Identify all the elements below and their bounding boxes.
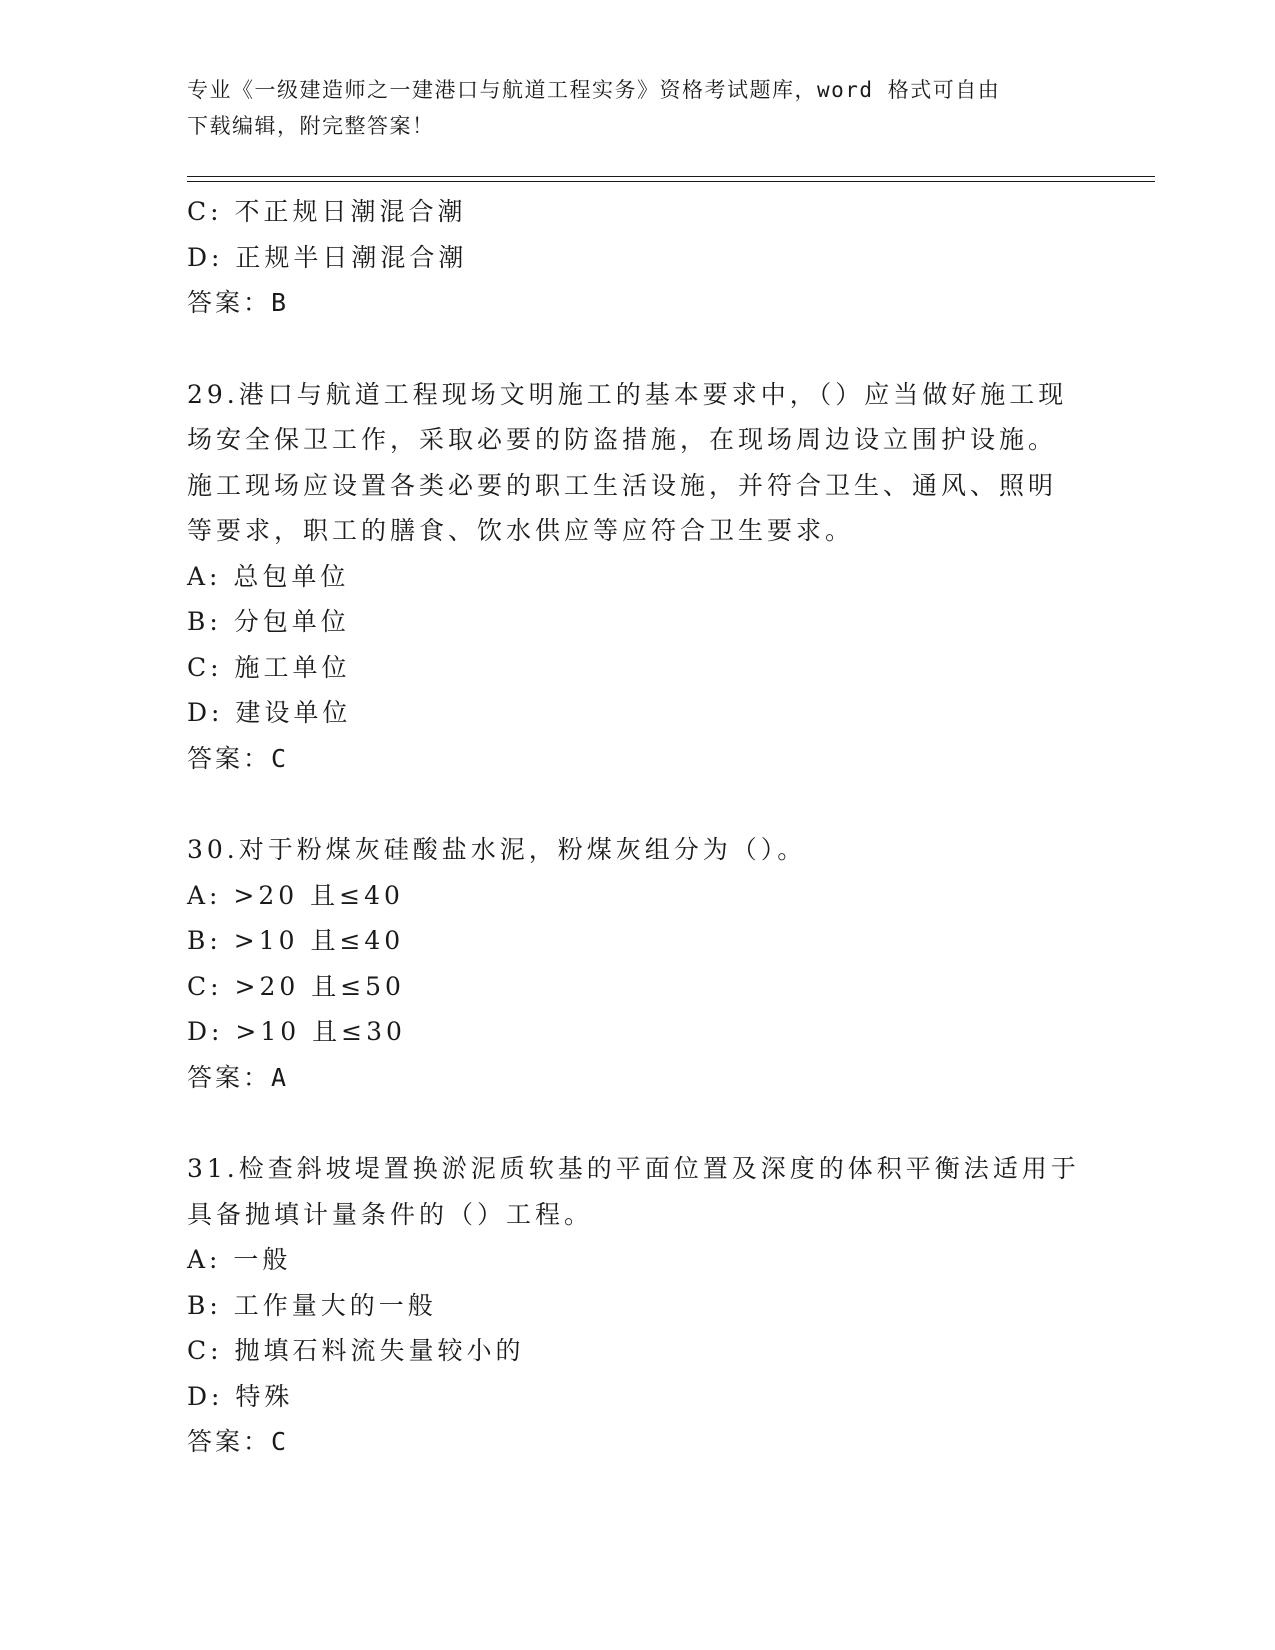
question-29 bbox=[187, 372, 1087, 782]
q29-option-c: C: 施工单位 bbox=[187, 652, 351, 682]
q28-answer: 答案：B bbox=[187, 288, 290, 317]
q31-option-a: A: 一般 bbox=[187, 1245, 292, 1274]
q29-option-d: D: 建设单位 bbox=[187, 698, 352, 727]
q30-option-c: C: >20 且≤50 bbox=[187, 971, 405, 1001]
q29-stem-line-2: 场安全保卫工作，采取必要的防盗措施，在现场周边设立围护设施。 bbox=[187, 425, 1058, 454]
q29-stem-line-3: 施工现场应设置各类必要的职工生活设施，并符合卫生、通风、照明 bbox=[187, 470, 1058, 500]
q29-option-a: A: 总包单位 bbox=[187, 561, 350, 591]
question-30 bbox=[187, 827, 1087, 1100]
header-rule-bottom bbox=[187, 181, 1155, 182]
q29-stem-line-1: 29.港口与航道工程现场文明施工的基本要求中，（）应当做好施工现 bbox=[187, 379, 1068, 409]
q31-option-b: B: 工作量大的一般 bbox=[187, 1290, 437, 1320]
q28-option-c: C: 不正规日潮混合潮 bbox=[187, 197, 467, 226]
q30-stem-line-1: 30.对于粉煤灰硅酸盐水泥，粉煤灰组分为（）。 bbox=[187, 835, 807, 864]
question-28 bbox=[187, 189, 1087, 326]
q31-option-c: C: 抛填石料流失量较小的 bbox=[187, 1336, 525, 1365]
q31-answer: 答案：C bbox=[187, 1427, 290, 1456]
question-31 bbox=[187, 1146, 1087, 1465]
q31-stem-line-2: 具备抛填计量条件的（）工程。 bbox=[187, 1199, 594, 1229]
header-line-2: 下载编辑，附完整答案！ bbox=[187, 114, 435, 138]
q28-option-d: D: 正规半日潮混合潮 bbox=[187, 242, 468, 272]
q31-option-d: D: 特殊 bbox=[187, 1381, 294, 1411]
q30-option-b: B: >10 且≤40 bbox=[187, 926, 405, 955]
q29-option-b: B: 分包单位 bbox=[187, 607, 350, 636]
q30-answer: 答案：A bbox=[187, 1062, 290, 1092]
q29-answer: 答案：C bbox=[187, 743, 290, 773]
q30-option-a: A: >20 且≤40 bbox=[187, 880, 404, 910]
q31-stem-line-1: 31.检查斜坡堤置换淤泥质软基的平面位置及深度的体积平衡法适用于 bbox=[187, 1154, 1080, 1183]
q30-option-d: D: >10 且≤30 bbox=[187, 1017, 406, 1046]
header-rule-top bbox=[187, 176, 1155, 177]
header-line-1: 专业《一级建造师之一建港口与航道工程实务》资格考试题库，word 格式可自由 bbox=[187, 78, 1001, 102]
document-header bbox=[187, 72, 1087, 144]
q29-stem-line-4: 等要求，职工的膳食、饮水供应等应符合卫生要求。 bbox=[187, 516, 855, 545]
question-content bbox=[187, 189, 1087, 1465]
